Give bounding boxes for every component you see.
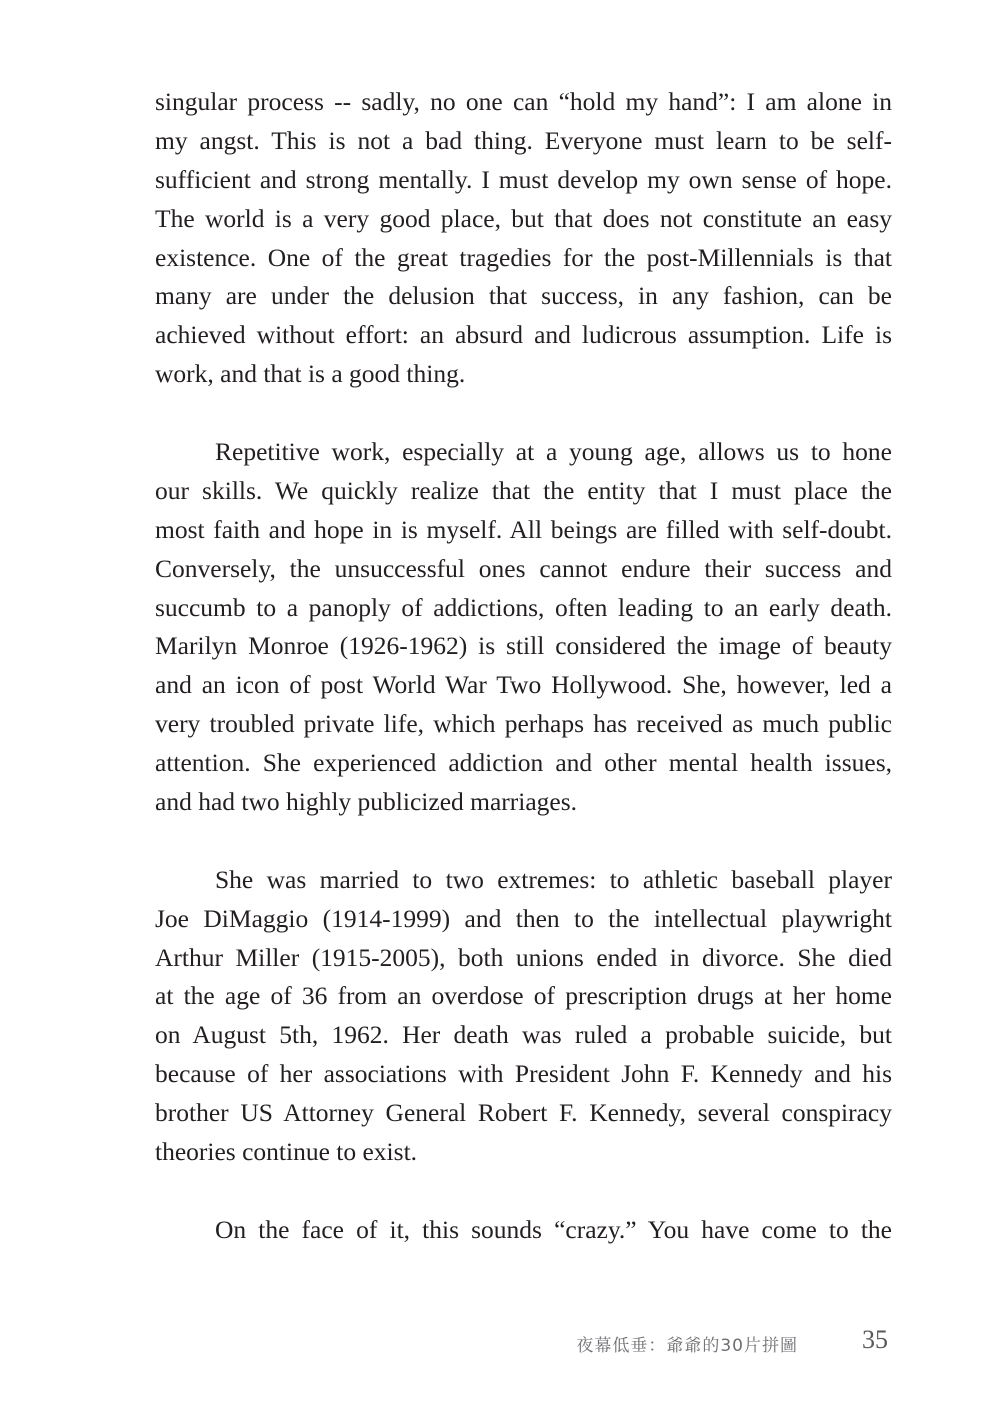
text-line: Arthur Miller (1915-2005), both unions ended in divorce. She died (155, 942, 892, 972)
text-line: existence. One of the great tragedies for the post-Millennials is that (155, 242, 892, 272)
text-line: most faith and hope in is myself. All beings are filled with self-doubt. (155, 514, 892, 544)
text-line: The world is a very good place, but that does not constitute an easy (155, 203, 892, 233)
text-line: and had two highly publicized marriages. (155, 787, 578, 817)
text-line: at the age of 36 from an overdose of prescription drugs at her home (155, 981, 892, 1011)
text-line: She was married to two extremes: to athletic baseball player (215, 864, 892, 894)
text-line: Joe DiMaggio (1914-1999) and then to the intellectual playwright (155, 903, 892, 933)
text-line: On the face of it, this sounds “crazy.” You have come to the (215, 1214, 892, 1244)
text-line: Repetitive work, especially at a young age, allows us to hone (215, 437, 892, 467)
text-line: Marilyn Monroe (1926-1962) is still considered the image of beauty (155, 631, 892, 661)
paragraph-2 (155, 433, 892, 822)
text-line: Conversely, the unsuccessful ones cannot endure their success and (155, 553, 892, 583)
paragraph-3 (155, 861, 892, 1172)
page-footer (0, 1325, 1000, 1365)
text-line: succumb to a panoply of addictions, often leading to an early death. (155, 592, 892, 622)
text-line: very troubled private life, which perhaps has received as much public (155, 709, 892, 739)
text-line: sufficient and strong mentally. I must develop my own sense of hope. (155, 164, 892, 194)
text-line: theories continue to exist. (155, 1137, 418, 1167)
text-line: achieved without effort: an absurd and ludicrous assumption. Life is (155, 320, 892, 350)
body-text (155, 83, 892, 1289)
text-line: singular process -- sadly, no one can “hold my hand”: I am alone in (155, 87, 892, 116)
text-line: work, and that is a good thing. (155, 359, 466, 389)
text-line: our skills. We quickly realize that the entity that I must place the (155, 475, 892, 505)
text-line: my angst. This is not a bad thing. Everyone must learn to be self- (155, 125, 892, 155)
paragraph-4 (155, 1211, 892, 1250)
paragraph-1 (155, 83, 892, 394)
running-title: 夜幕低垂：爺爺的30片拼圖 (576, 1336, 798, 1356)
text-line: because of her associations with President John F. Kennedy and his (155, 1059, 892, 1089)
page-number: 35 (862, 1325, 888, 1354)
text-line: on August 5th, 1962. Her death was ruled a probable suicide, but (155, 1020, 892, 1050)
text-line: many are under the delusion that success, in any fashion, can be (155, 281, 892, 311)
text-line: attention. She experienced addiction and other mental health issues, (155, 748, 892, 778)
text-line: and an icon of post World War Two Hollywood. She, however, led a (155, 670, 892, 700)
text-line: brother US Attorney General Robert F. Kennedy, several conspiracy (155, 1098, 892, 1128)
